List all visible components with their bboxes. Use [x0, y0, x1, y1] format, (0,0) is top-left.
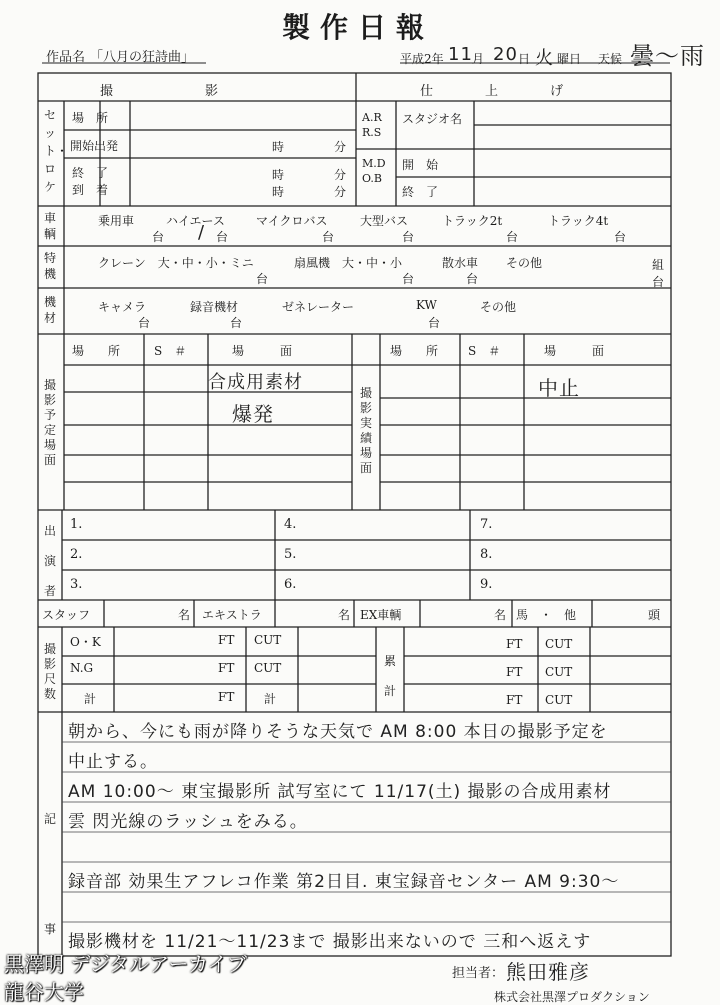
work-title: 「八月の狂詩曲」	[90, 50, 195, 65]
ft-unit: FT	[506, 693, 523, 707]
footage-cut-total: 計	[264, 692, 277, 706]
note-line: 撮影機材を 11/21〜11/23まで 撮影出来ないので 三和へ返えす	[68, 932, 592, 952]
cast-number: 8.	[480, 547, 493, 562]
manager-name: 熊田雅彦	[506, 960, 590, 984]
vehicle-bus: 大型バス	[360, 214, 409, 228]
ft-unit: FT	[218, 633, 235, 647]
place-label: 場 所	[72, 111, 109, 125]
special-label: 特機	[44, 251, 57, 281]
cast-number: 9.	[480, 577, 493, 592]
date-era: 平成2年	[400, 52, 444, 66]
watermark-archive: 黒澤明 デジタルアーカイブ	[4, 952, 247, 976]
cut-unit: CUT	[254, 661, 282, 675]
actual-entry: 中止	[538, 376, 580, 400]
note-line: 雲 閃光線のラッシュをみる。	[68, 812, 308, 832]
equipment-kw-unit: 台	[428, 316, 441, 330]
extra-unit: 名	[338, 608, 351, 622]
vehicle-car-unit: 台	[152, 230, 165, 244]
cast-number: 3.	[70, 577, 83, 592]
note-line: AM 10:00〜 東宝撮影所 試写室にて 11/17(土) 撮影の合成用素材	[68, 782, 612, 802]
cut-unit: CUT	[545, 693, 573, 707]
equipment-sound: 録音機材	[190, 300, 239, 314]
actual-col-place: 場 所	[390, 344, 439, 358]
cut-unit: CUT	[545, 665, 573, 679]
special-crane: クレーン 大・中・小・ミニ	[98, 256, 254, 270]
vehicle-hiace: ハイエース	[166, 214, 225, 228]
planned-col-s: S ＃	[154, 344, 187, 358]
note-line: 録音部 効果生アフレコ作業 第2日目. 東宝録音センター AM 9:30〜	[68, 872, 620, 892]
cast-number: 4.	[284, 517, 297, 532]
ft-unit: FT	[506, 665, 523, 679]
equipment-camera: キャメラ	[98, 300, 147, 314]
depart-label: 開始出発	[70, 139, 119, 153]
vehicle-truck4: トラック4t	[548, 214, 609, 228]
cast-number: 5.	[284, 547, 297, 562]
special-other-unit: 台	[652, 275, 665, 289]
shoot-header: 撮 影	[100, 84, 221, 99]
depart-hour: 時	[272, 140, 285, 154]
arrive-minute: 分	[334, 185, 347, 199]
depart-minute: 分	[334, 140, 347, 154]
vehicle-truck2: トラック2t	[442, 214, 503, 228]
equipment-kw: KW	[416, 298, 437, 312]
studio-label: スタジオ名	[402, 112, 463, 126]
special-set-unit: 組	[652, 258, 665, 272]
cast-number: 1.	[70, 517, 83, 532]
ex-vehicle-unit: 名	[494, 608, 507, 622]
planned-entry: 爆発	[232, 402, 274, 426]
vehicle-hiace-count: /	[198, 222, 206, 243]
cast-label: 出演者	[44, 524, 57, 598]
manager-label: 担当者：	[452, 966, 505, 981]
special-water: 散水車	[442, 256, 479, 270]
ex-vehicle-label: EX車輌	[360, 608, 402, 622]
weather-label: 天候	[598, 52, 623, 66]
actual-col-scene: 場 面	[544, 344, 605, 358]
footage-ng: N.G	[70, 661, 94, 675]
vehicle-microbus: マイクロバス	[256, 214, 328, 228]
vehicle-car: 乗用車	[98, 214, 135, 228]
work-label: 作品名	[46, 50, 86, 65]
arrive-label: 到 着	[72, 183, 109, 197]
company-name: 株式会社黒澤プロダクション	[494, 990, 650, 1004]
cumulative-label: 累計	[384, 654, 397, 698]
special-fan-unit: 台	[402, 272, 415, 286]
date-day: 20	[493, 44, 518, 65]
set-loc-label: セット・ロケ	[44, 108, 69, 194]
footage-ok: O・K	[70, 635, 101, 649]
equipment-other: その他	[480, 300, 517, 314]
footage-label: 撮影尺数	[44, 642, 57, 701]
end-minute: 分	[334, 168, 347, 182]
vehicle-truck2-unit: 台	[506, 230, 519, 244]
special-water-unit: 台	[466, 272, 479, 286]
vehicle-truck4-unit: 台	[614, 230, 627, 244]
equipment-generator: ゼネレーター	[282, 300, 355, 314]
special-fan: 扇風機 大・中・小	[294, 256, 403, 270]
finish-end-label: 終 了	[402, 185, 439, 199]
notes-label: 記事	[44, 812, 57, 936]
extra-label: エキストラ	[202, 608, 262, 622]
ars-label: A.R R.S	[362, 111, 382, 139]
mdob-label: M.D O.B	[362, 157, 386, 185]
horse-unit: 頭	[648, 608, 661, 622]
footage-total: 計	[84, 692, 97, 706]
cut-unit: CUT	[545, 637, 573, 651]
equipment-sound-unit: 台	[230, 316, 243, 330]
end-hour: 時	[272, 168, 285, 182]
page-title: 製作日報	[282, 11, 435, 44]
weather-value: 曇〜雨	[630, 42, 705, 70]
actual-col-s: S ＃	[468, 344, 501, 358]
note-line: 朝から、今にも雨が降りそうな天気で AM 8:00 本日の撮影予定を	[68, 722, 608, 742]
horse-label: 馬 ・ 他	[516, 608, 577, 622]
ft-unit: FT	[218, 661, 235, 675]
equipment-label: 機材	[44, 295, 57, 325]
month-unit: 月	[472, 52, 485, 66]
ft-unit: FT	[218, 690, 235, 704]
special-crane-unit: 台	[256, 272, 269, 286]
end-label: 終 了	[72, 166, 109, 180]
cast-number: 2.	[70, 547, 83, 562]
cast-number: 6.	[284, 577, 297, 592]
actual-label: 撮影実績場面	[360, 386, 373, 475]
planned-col-scene: 場 面	[232, 344, 293, 358]
staff-label: スタッフ	[42, 608, 91, 622]
planned-entry: 合成用素材	[208, 372, 303, 393]
watermark-university: 龍谷大学	[4, 980, 84, 1004]
special-other: その他	[506, 256, 543, 270]
vehicle-microbus-unit: 台	[322, 230, 335, 244]
day-unit: 日	[518, 52, 531, 66]
cast-number: 7.	[480, 517, 493, 532]
cut-unit: CUT	[254, 633, 282, 647]
vehicle-label: 車輌	[44, 211, 57, 241]
note-line: 中止する。	[68, 752, 158, 772]
start-label: 開 始	[402, 158, 439, 172]
weekday-unit: 曜日	[557, 52, 582, 66]
arrive-hour: 時	[272, 185, 285, 199]
date-weekday: 火	[535, 48, 554, 69]
planned-label: 撮影予定場面	[44, 378, 57, 467]
vehicle-hiace-unit: 台	[216, 230, 229, 244]
date-month: 11	[448, 44, 473, 65]
ft-unit: FT	[506, 637, 523, 651]
finish-header: 仕 上 げ	[420, 84, 564, 99]
vehicle-bus-unit: 台	[402, 230, 415, 244]
equipment-camera-unit: 台	[138, 316, 151, 330]
staff-unit: 名	[178, 608, 191, 622]
planned-col-place: 場 所	[72, 344, 121, 358]
